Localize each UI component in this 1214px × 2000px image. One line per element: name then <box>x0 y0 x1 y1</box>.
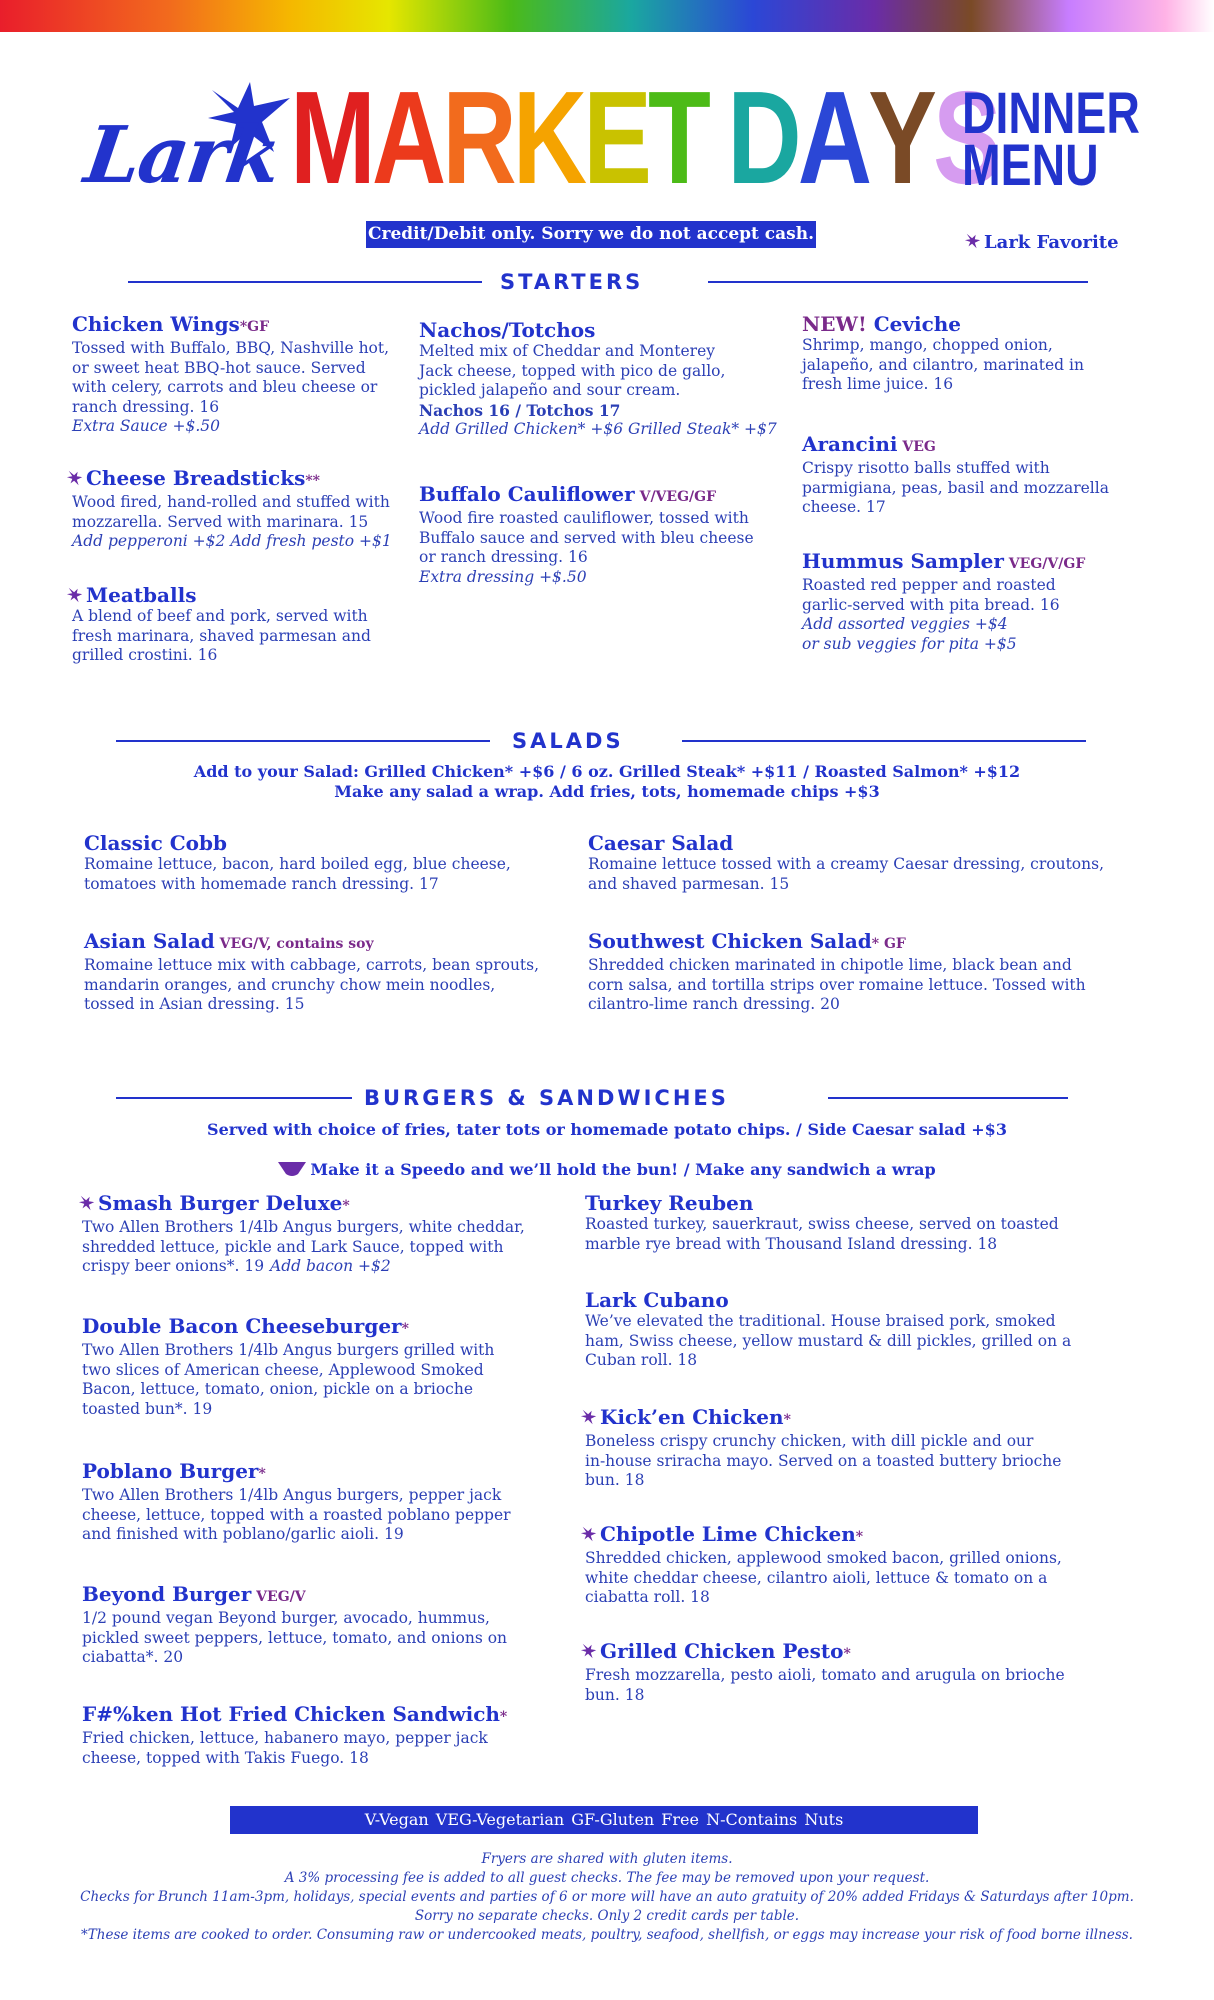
rainbow-banner <box>0 0 1214 32</box>
dinner-label: DINNER <box>962 81 1140 146</box>
item-tag: * <box>855 1529 864 1545</box>
item-tag: * GF <box>871 936 906 952</box>
item-name: Smash Burger Deluxe <box>98 1191 343 1215</box>
menu-item-asian-salad <box>84 929 539 1015</box>
item-tag: * <box>342 1198 350 1214</box>
item-tag: VEG/V, contains soy <box>214 936 374 952</box>
menu-item-lark-cubano: Lark Cubano We’ve elevated the traditional. House braised pork, smoked ham, Swiss cheese, yellow mustard & dill pickles, grilled on a Cuban roll. 18 <box>585 1288 1072 1369</box>
menu-item-kicken-chicken <box>580 1405 1061 1491</box>
item-description: Tossed with Buffalo, BBQ, Nashville hot, or sweet heat BBQ-hot sauce. Served with celery, carrots and bleu cheese or ranch dressing. 16 <box>72 339 390 416</box>
item-name: Beyond Burger <box>82 1582 252 1606</box>
item-name: Buffalo Cauliflower <box>419 482 635 506</box>
item-name: Hummus Sampler <box>802 549 1004 573</box>
item-extra: Add Grilled Chicken* +$6 Grilled Steak* +$7 <box>419 420 777 438</box>
item-tag: V/VEG/GF <box>634 489 717 505</box>
menu-item-chicken-wings <box>72 312 389 437</box>
item-description: Melted mix of Cheddar and Monterey Jack cheese, topped with pico de gallo, pickled jalapeño and sour cream. <box>419 342 726 399</box>
lark-logo <box>79 70 296 201</box>
item-description: Two Allen Brothers 1/4lb Angus burgers, pepper jack cheese, lettuce, topped with a roasted poblano pepper and finished with poblano/garlic aioli. 19 <box>82 1486 511 1543</box>
title-letter: S <box>932 64 998 211</box>
item-name: Double Bacon Cheeseburger <box>82 1314 402 1338</box>
speedo-note-text: Make it a Speedo and we’ll hold the bun! / Make any sandwich a wrap <box>310 1160 936 1179</box>
item-description: Boneless crispy crunchy chicken, with dill pickle and our in-house sriracha mayo. Served on a toasted buttery brioche bun. 18 <box>585 1432 1062 1489</box>
item-name: Chipotle Lime Chicken <box>600 1522 856 1546</box>
item-tag: * <box>258 1466 266 1482</box>
item-tag: * <box>843 1646 851 1662</box>
burgers-note: Served with choice of fries, tater tots or homemade potato chips. / Side Caesar salad +$3 <box>207 1120 1007 1139</box>
menu-item-double-bacon-cheeseburger <box>82 1314 494 1419</box>
lark-bird-icon <box>964 232 982 250</box>
item-description: Romaine lettuce tossed with a creamy Caesar dressing, croutons, and shaved parmesan. 15 <box>588 855 1105 893</box>
menu-item-chipotle-lime-chicken <box>580 1522 1062 1608</box>
item-name: Poblano Burger <box>82 1459 259 1483</box>
menu-item-arancini <box>802 432 1109 518</box>
item-description: Two Allen Brothers 1/4lb Angus burgers, white cheddar, shredded lettuce, pickle and Lark Sauce, topped with crispy beer onions*. 19 <box>82 1218 525 1275</box>
burgers-heading <box>116 1086 1068 1110</box>
menu-item-poblano-burger <box>82 1459 511 1545</box>
item-description: Wood fired, hand-rolled and stuffed with mozzarella. Served with marinara. 15 <box>72 493 390 531</box>
title-letter: A <box>371 64 443 211</box>
item-name: Meatballs <box>86 583 197 607</box>
section-title: STARTERS <box>500 270 644 294</box>
item-description: Roasted turkey, sauerkraut, swiss cheese, served on toasted marble rye bread with Thousand Island dressing. 18 <box>585 1215 1059 1253</box>
title-letter: D <box>727 64 798 211</box>
item-extra: Extra dressing +$.50 <box>419 567 587 586</box>
item-tag: VEG/V <box>251 1589 306 1605</box>
item-description: 1/2 pound vegan Beyond burger, avocado, hummus, pickled sweet peppers, lettuce, tomato, and onions on ciabatta*. 20 <box>82 1609 508 1666</box>
title-letter <box>707 72 727 204</box>
menu-item-caesar-salad: Caesar Salad Romaine lettuce tossed with a creamy Caesar dressing, croutons, and shaved parmesan. 15 <box>588 831 1105 893</box>
item-tag: VEG/V/GF <box>1003 556 1086 572</box>
item-description: Shredded chicken, applewood smoked bacon, grilled onions, white cheddar cheese, cilantro aioli, lettuce & tomato on a ciabatta roll. 18 <box>585 1549 1062 1606</box>
item-name: Cheese Breadsticks <box>86 466 306 490</box>
item-tag: * <box>783 1412 791 1428</box>
title-letter: K <box>512 64 584 211</box>
cash-notice: Credit/Debit only. Sorry we do not accept cash. <box>366 221 816 248</box>
footer-notes: Fryers are shared with gluten items. A 3% processing fee is added to all guest checks. The fee may be removed upon your request. Checks for Brunch 11am-3pm, holidays, special events and parties of 6 or more will have an auto gratuity of 20% added Fridays & Saturdays after 10pm. Sorry no separate checks. Only 2 credit cards per table. *These items are cooked to order. Consuming raw or undercooked meats, poultry, seafood, shellfish, or eggs may increase your risk of food borne illness. <box>80 1851 1134 1943</box>
menu-item-hot-fried-chicken-sandwich <box>82 1702 507 1768</box>
new-badge: NEW! <box>802 312 867 336</box>
dietary-legend: V-Vegan VEG-Vegetarian GF-Gluten Free N-Contains Nuts <box>230 1806 978 1834</box>
item-name: Kick’en Chicken <box>600 1405 784 1429</box>
item-description: Shrimp, mango, chopped onion, jalapeño, and cilantro, marinated in fresh lime juice. 16 <box>802 336 1084 393</box>
salads-note: Add to your Salad: Grilled Chicken* +$6 / 6 oz. Grilled Steak* +$11 / Roasted Salmon* +$12 Make any salad a wrap. Add fries, tots, homemade chips +$3 <box>193 762 1021 801</box>
page-title <box>290 64 998 211</box>
lark-bird-icon <box>66 586 84 604</box>
title-letter: T <box>648 64 708 211</box>
menu-label: MENU <box>962 133 1099 198</box>
menu-item-nachos-totchos: Nachos/Totchos Melted mix of Cheddar and Monterey Jack cheese, topped with pico de gallo, pickled jalapeño and sour cream. Nachos 16 / Totchos 17 Add Grilled Chicken* +$6 Grilled Steak* +$7 <box>419 318 777 438</box>
section-title: BURGERS & SANDWICHES <box>364 1086 729 1110</box>
item-price: Nachos 16 / Totchos 17 <box>419 400 621 420</box>
item-tag: * <box>401 1321 409 1337</box>
title-letter: M <box>290 64 372 211</box>
item-description: We’ve elevated the traditional. House braised pork, smoked ham, Swiss cheese, yellow mustard & dill pickles, grilled on a Cuban roll. 18 <box>585 1312 1072 1369</box>
item-extra: Extra Sauce +$.50 <box>72 417 220 435</box>
title-letter: R <box>442 64 513 211</box>
item-description: Fresh mozzarella, pesto aioli, tomato and arugula on brioche bun. 18 <box>585 1666 1065 1704</box>
item-description: Romaine lettuce, bacon, hard boiled egg, blue cheese, tomatoes with homemade ranch dressing. 17 <box>84 855 511 893</box>
dinner-menu-label <box>962 81 1140 198</box>
item-description: Shredded chicken marinated in chipotle lime, black bean and corn salsa, and tortilla strips over romaine lettuce. Tossed with cilantro-lime ranch dressing. 20 <box>588 956 1086 1013</box>
lark-bird-icon <box>580 1642 598 1660</box>
title-letter: E <box>583 64 649 211</box>
item-name: F#%ken Hot Fried Chicken Sandwich <box>82 1702 500 1726</box>
lark-bird-icon <box>66 469 84 487</box>
divider <box>116 1097 352 1099</box>
item-description: Roasted red pepper and roasted garlic-served with pita bread. 16 <box>802 576 1060 614</box>
divider <box>828 1097 1068 1099</box>
item-name: Southwest Chicken Salad <box>588 929 872 953</box>
item-extra: Add assorted veggies +$4 or sub veggies for pita +$5 <box>802 615 1017 653</box>
logo-wordmark: Lark <box>79 110 285 201</box>
menu-item-turkey-reuben: Turkey Reuben Roasted turkey, sauerkraut, swiss cheese, served on toasted marble rye bread with Thousand Island dressing. 18 <box>585 1191 1059 1253</box>
item-name: Ceviche <box>866 312 962 336</box>
title-letter: A <box>797 64 869 211</box>
menu-item-buffalo-cauliflower <box>419 482 754 587</box>
divider <box>128 281 482 283</box>
title-letter: Y <box>868 64 933 211</box>
menu-item-cheese-breadsticks <box>66 466 392 552</box>
lark-bird-icon <box>580 1408 598 1426</box>
divider <box>682 740 1086 742</box>
item-extra: Add bacon +$2 <box>270 1257 391 1275</box>
item-description: Fried chicken, lettuce, habanero mayo, pepper jack cheese, topped with Takis Fuego. 18 <box>82 1729 488 1767</box>
item-extra: Add pepperoni +$2 Add fresh pesto +$1 <box>72 532 392 550</box>
menu-item-grilled-chicken-pesto <box>580 1639 1065 1705</box>
item-description: Wood fire roasted cauliflower, tossed with Buffalo sauce and served with bleu cheese or ranch dressing. 16 <box>419 509 754 566</box>
favorite-legend-label: Lark Favorite <box>984 232 1119 253</box>
item-name: Arancini <box>802 432 898 456</box>
menu-item-southwest-chicken-salad <box>588 929 1086 1015</box>
favorite-legend <box>964 232 1119 253</box>
item-tag: *GF <box>239 319 270 335</box>
menu-item-meatballs <box>66 583 371 666</box>
item-description: Two Allen Brothers 1/4lb Angus burgers grilled with two slices of American cheese, Applewood Smoked Bacon, lettuce, tomato, onion, pickle on a brioche toasted bun*. 19 <box>82 1341 495 1418</box>
item-description: Crispy risotto balls stuffed with parmigiana, peas, basil and mozzarella cheese. 17 <box>802 459 1109 516</box>
item-tag: * <box>499 1709 508 1725</box>
item-name: Grilled Chicken Pesto <box>600 1639 844 1663</box>
lark-bird-icon <box>78 1194 96 1212</box>
menu-item-classic-cobb: Classic Cobb Romaine lettuce, bacon, hard boiled egg, blue cheese, tomatoes with homemade ranch dressing. 17 <box>84 831 511 893</box>
item-tag: VEG <box>897 439 936 455</box>
speedo-icon <box>278 1162 306 1176</box>
item-description: Romaine lettuce mix with cabbage, carrots, bean sprouts, mandarin oranges, and crunchy chow mein noodles, tossed in Asian dressing. 15 <box>84 956 540 1013</box>
item-tag: ** <box>305 473 321 489</box>
divider <box>708 281 1088 283</box>
section-title: SALADS <box>512 729 624 753</box>
starters-heading <box>128 270 1088 294</box>
speedo-note <box>0 1140 1214 1180</box>
menu-item-beyond-burger <box>82 1582 507 1668</box>
item-description: A blend of beef and pork, served with fresh marinara, shaved parmesan and grilled crostini. 16 <box>72 607 371 664</box>
menu-item-hummus-sampler <box>802 549 1085 654</box>
menu-item-smash-burger-deluxe <box>78 1191 525 1277</box>
salads-heading <box>116 729 1086 753</box>
divider <box>116 740 490 742</box>
item-name: Chicken Wings <box>72 312 240 336</box>
item-name: Asian Salad <box>84 929 215 953</box>
lark-bird-icon <box>580 1525 598 1543</box>
menu-item-ceviche <box>802 312 1084 395</box>
